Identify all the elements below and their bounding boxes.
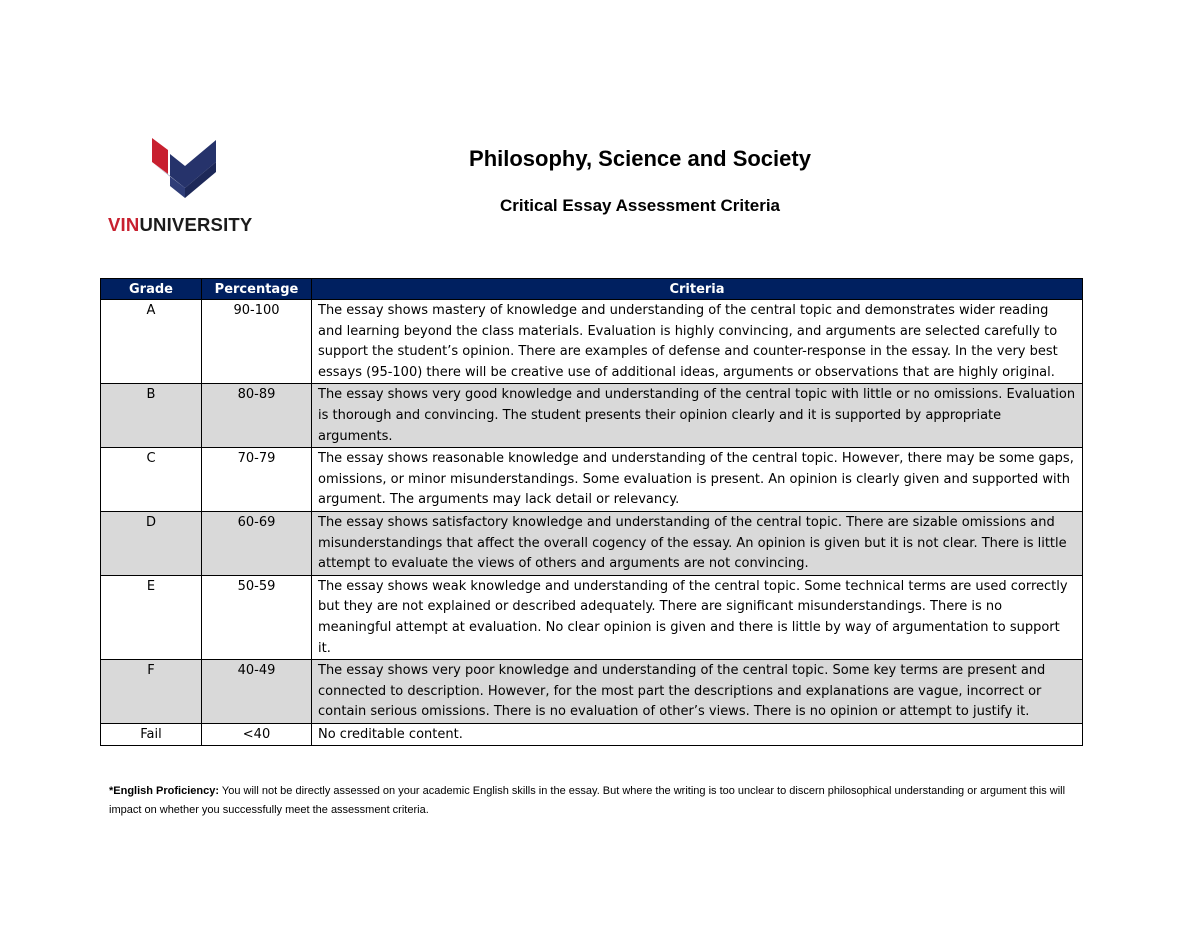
logo-wordmark [108, 214, 252, 236]
v-chevron-logo-icon [152, 136, 218, 202]
document-title: Philosophy, Science and Society [469, 146, 811, 171]
table-header-row [101, 279, 1083, 300]
column-header-grade: Grade [101, 279, 202, 300]
document-subtitle: Critical Essay Assessment Criteria [499, 196, 781, 215]
grade-cell: F [101, 660, 202, 724]
column-header-percentage: Percentage [202, 279, 312, 300]
criteria-cell: The essay shows very poor knowledge and understanding of the central topic. Some key terms are present and connected to description. However, for the most part the descriptions and explanations are vague, incorrect or contain serious omissions. There is no evaluation of other’s views. There is no opinion or attempt to justify it. [312, 660, 1083, 724]
percentage-cell: 50-59 [202, 575, 312, 659]
column-header-criteria: Criteria [312, 279, 1083, 300]
vinuniversity-logo [108, 136, 268, 236]
percentage-cell: 40-49 [202, 660, 312, 724]
grade-cell: A [101, 300, 202, 384]
logo-university-text: UNIVERSITY [139, 214, 253, 235]
criteria-cell: The essay shows reasonable knowledge and understanding of the central topic. However, there may be some gaps, omissions, or minor misunderstandings. Some evaluation is present. An opinion is clearly given and supported with argument. The arguments may lack detail or relevancy. [312, 448, 1083, 512]
footnote-text: You will not be directly assessed on your academic English skills in the essay. But where the writing is too unclear to discern philosophical understanding or argument this will impact on whether you successfully meet the assessment criteria. [109, 785, 1066, 816]
criteria-cell: The essay shows mastery of knowledge and understanding of the central topic and demonstrates wider reading and learning beyond the class materials. Evaluation is highly convincing, and arguments are selected carefully to support the student’s opinion. There are examples of defense and counter-response in the essay. In the very best essays (95-100) there will be creative use of additional ideas, arguments or observations that are highly original. [312, 300, 1083, 384]
criteria-cell: No creditable content. [312, 723, 1083, 746]
table-row [101, 660, 1083, 724]
table-row [101, 448, 1083, 512]
grade-cell: D [101, 511, 202, 575]
percentage-cell: <40 [202, 723, 312, 746]
criteria-cell: The essay shows satisfactory knowledge and understanding of the central topic. There are sizable omissions and misunderstandings that affect the overall cogency of the essay. An opinion is given but it is not clear. There is little attempt to evaluate the views of others and arguments are not convincing. [312, 511, 1083, 575]
grade-cell: C [101, 448, 202, 512]
table-row [101, 300, 1083, 384]
table-row [101, 511, 1083, 575]
logo-vin-text: VIN [108, 214, 140, 235]
english-proficiency-footnote [109, 782, 1089, 820]
percentage-cell: 70-79 [202, 448, 312, 512]
table-row [101, 723, 1083, 746]
assessment-criteria-table [100, 278, 1083, 746]
percentage-cell: 60-69 [202, 511, 312, 575]
table-row [101, 384, 1083, 448]
grade-cell: Fail [101, 723, 202, 746]
percentage-cell: 80-89 [202, 384, 312, 448]
criteria-cell: The essay shows weak knowledge and understanding of the central topic. Some technical terms are used correctly but they are not explained or described adequately. There are significant misunderstandings. There is no meaningful attempt at evaluation. No clear opinion is given and there is little by way of argumentation to support it. [312, 575, 1083, 659]
grade-cell: B [101, 384, 202, 448]
criteria-cell: The essay shows very good knowledge and understanding of the central topic with little or no omissions. Evaluation is thorough and convincing. The student presents their opinion clearly and it is supported by appropriate arguments. [312, 384, 1083, 448]
footnote-label: *English Proficiency: [109, 785, 220, 797]
percentage-cell: 90-100 [202, 300, 312, 384]
table-row [101, 575, 1083, 659]
grade-cell: E [101, 575, 202, 659]
